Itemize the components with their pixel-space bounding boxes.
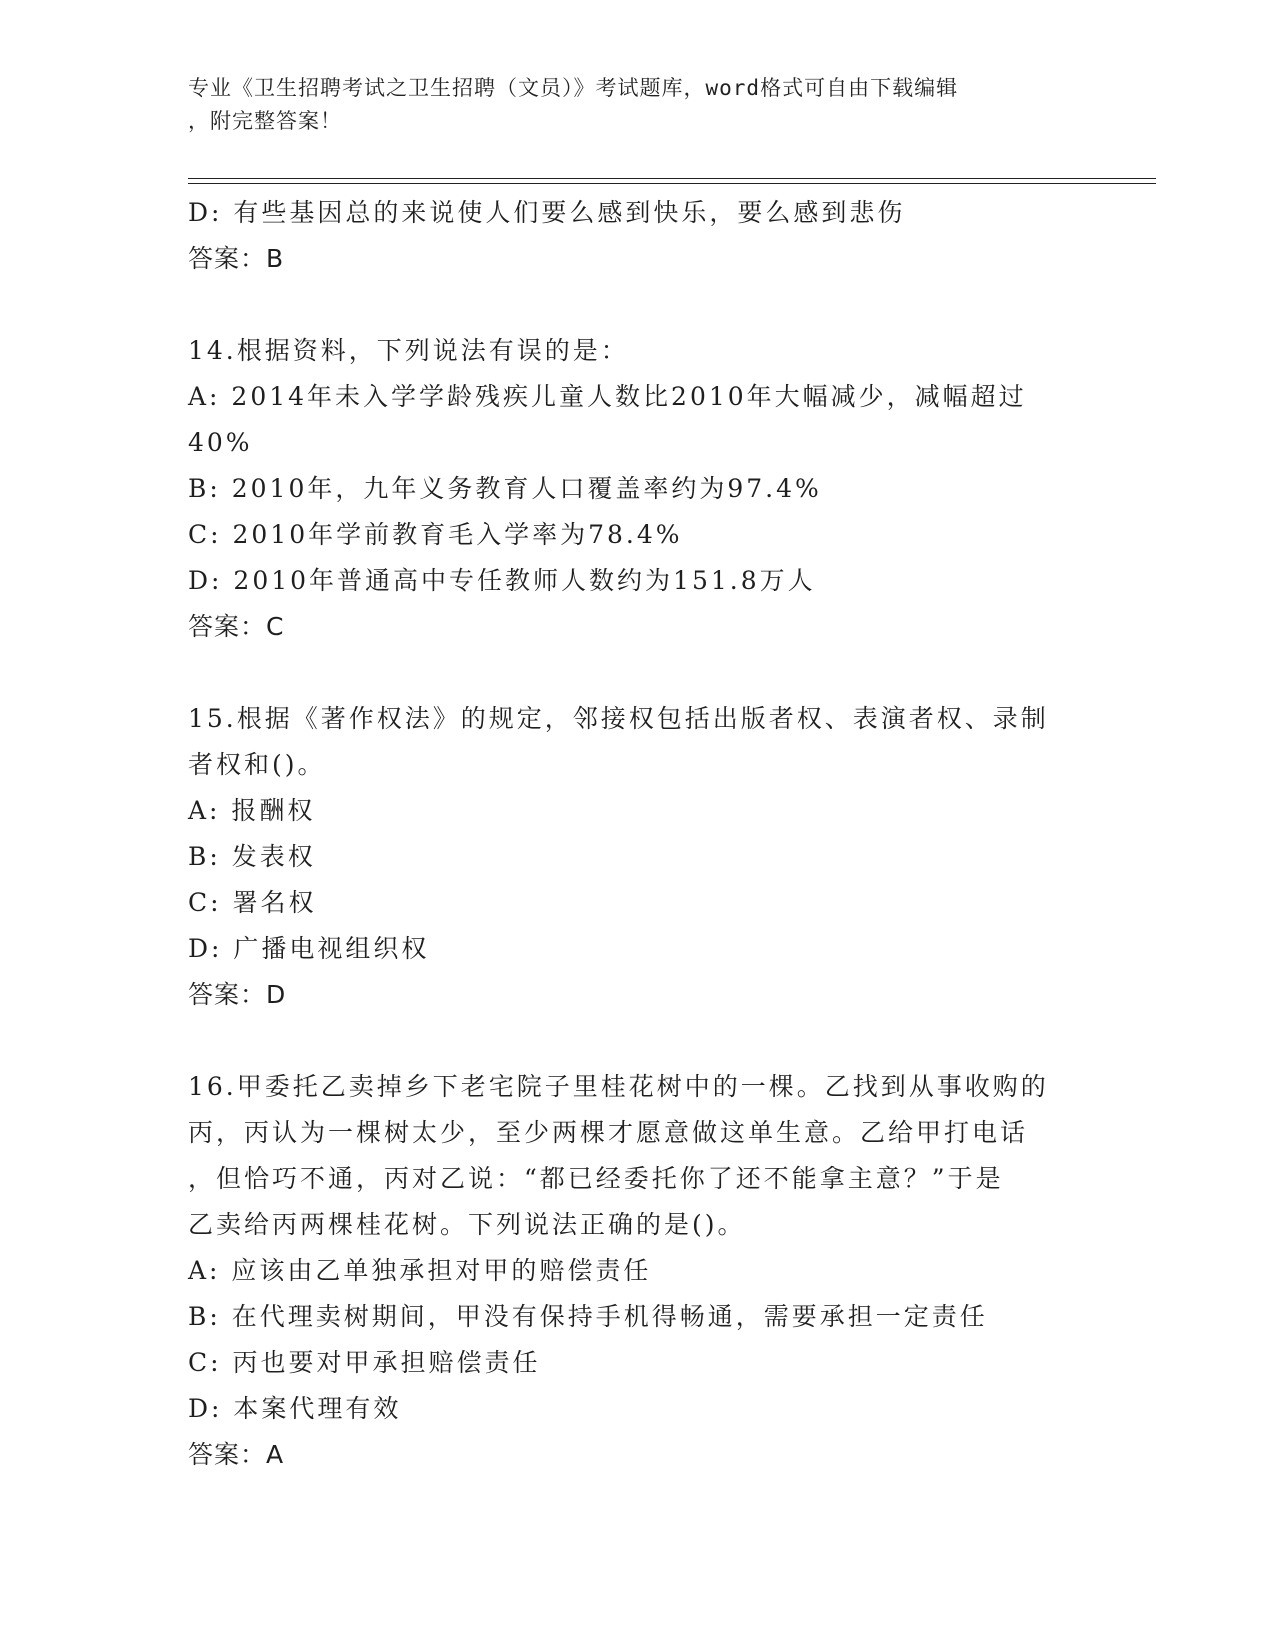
q14-option-a-line-2: 40%	[188, 428, 253, 457]
question-13-tail	[188, 190, 1088, 282]
q15-stem-line-1: 15.根据《著作权法》的规定，邻接权包括出版者权、表演者权、录制	[188, 704, 1049, 733]
q14-option-b: B: 2010年，九年义务教育人口覆盖率约为97.4%	[188, 474, 822, 503]
header-title-line-2: ，附完整答案！	[188, 109, 342, 133]
q16-stem-line-2: 丙，丙认为一棵树太少，至少两棵才愿意做这单生意。乙给甲打电话	[188, 1118, 1029, 1147]
q14-option-c: C: 2010年学前教育毛入学率为78.4%	[188, 520, 683, 549]
q14-option-d: D: 2010年普通高中专任教师人数约为151.8万人	[188, 566, 816, 595]
q16-option-b: B: 在代理卖树期间，甲没有保持手机得畅通，需要承担一定责任	[188, 1302, 988, 1331]
q16-option-a: A: 应该由乙单独承担对甲的赔偿责任	[188, 1256, 652, 1285]
q13-answer: 答案：B	[188, 244, 285, 273]
q15-option-d: D: 广播电视组织权	[188, 934, 430, 963]
header-divider-bottom	[188, 183, 1156, 184]
document-header	[188, 72, 1088, 138]
question-list	[188, 190, 1088, 1478]
header-divider-top	[188, 178, 1156, 179]
q16-answer: 答案：A	[188, 1440, 285, 1469]
spacer	[188, 1018, 1088, 1064]
q16-stem-line-1: 16.甲委托乙卖掉乡下老宅院子里桂花树中的一棵。乙找到从事收购的	[188, 1072, 1049, 1101]
q16-option-d: D: 本案代理有效	[188, 1394, 402, 1423]
question-16	[188, 1064, 1088, 1478]
question-15	[188, 696, 1088, 1018]
q16-option-c: C: 丙也要对甲承担赔偿责任	[188, 1348, 541, 1377]
spacer	[188, 282, 1088, 328]
q14-option-a-line-1: A: 2014年未入学学龄残疾儿童人数比2010年大幅减少，减幅超过	[188, 382, 1027, 411]
q15-option-a: A: 报酬权	[188, 796, 316, 825]
q16-stem-line-3: ，但恰巧不通，丙对乙说：“都已经委托你了还不能拿主意？”于是	[188, 1164, 1004, 1193]
q15-stem-line-2: 者权和()。	[188, 750, 326, 779]
q15-answer: 答案：D	[188, 980, 287, 1009]
q14-stem: 14.根据资料，下列说法有误的是：	[188, 336, 629, 365]
q16-stem-line-4: 乙卖给丙两棵桂花树。下列说法正确的是()。	[188, 1210, 746, 1239]
q15-option-b: B: 发表权	[188, 842, 316, 871]
q15-option-c: C: 署名权	[188, 888, 317, 917]
q14-answer: 答案：C	[188, 612, 285, 641]
question-14	[188, 328, 1088, 650]
spacer	[188, 650, 1088, 696]
q13-option-d: D: 有些基因总的来说使人们要么感到快乐，要么感到悲伤	[188, 198, 906, 227]
header-title-line-1: 专业《卫生招聘考试之卫生招聘（文员）》考试题库，word格式可自由下载编辑	[188, 76, 959, 100]
